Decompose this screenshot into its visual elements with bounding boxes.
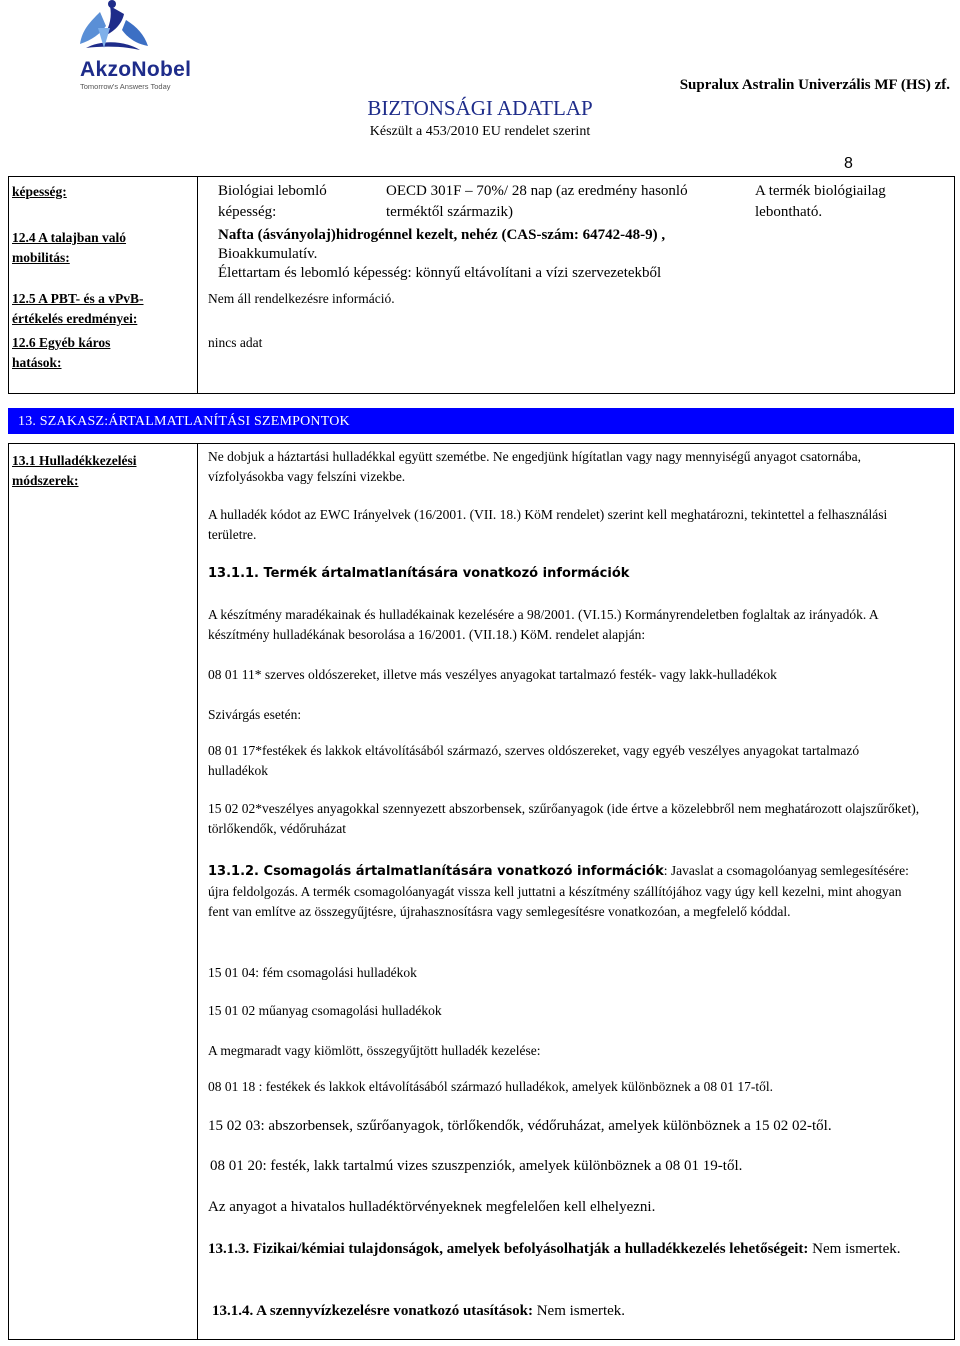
- waste-methods-label: 13.1 Hulladékkezelési módszerek:: [12, 453, 137, 488]
- heading-13-1-2: 13.1.2. Csomagolás ártalmatlanítására vonatkozó információk: [208, 864, 664, 879]
- physchem-value: Nem ismertek.: [808, 1241, 901, 1257]
- row-label-pbt: 12.5 A PBT- és a vPvB-értékelés eredményei:: [12, 291, 144, 326]
- physchem-paragraph: [208, 1238, 920, 1260]
- document-title: BIZTONSÁGI ADATLAP: [367, 96, 593, 120]
- heading-13-1-1: 13.1.1. Termék ártalmatlanítására vonatkozó információk: [208, 566, 630, 581]
- page-number: 8: [844, 155, 853, 172]
- section12-divider: [197, 176, 198, 393]
- heading-13-1-3: 13.1.3. Fizikai/kémiai tulajdonságok, amelyek befolyásolhatják a hulladékkezelés lehetőségeit:: [208, 1241, 809, 1257]
- packaging-text: : Javaslat a csomagolóanyag semlegesítésére: újra feldolgozás. A termék csomagolóanyagát vissza kell juttatni a készítmény szállítójához vagy úgy kell kezelni, mint ahogyan fent van említve az összegyűjtésre, újrahasznosításra vagy semlegesítésre vonatkozóan, a megfelelő kóddal.: [208, 863, 909, 919]
- pbt-value: Nem áll rendelkezésre információ.: [208, 291, 395, 306]
- leak-label: Szivárgás esetén:: [208, 707, 302, 722]
- logo-tagline: Tomorrow's Answers Today: [80, 82, 171, 91]
- waste-code-080117: 08 01 17*festékek és lakkok eltávolításából származó, szerves oldószereket, vagy egyéb veszélyes anyagokat tartalmazó hulladékok: [208, 743, 860, 778]
- section13-divider: [197, 443, 198, 1339]
- oecd-result: OECD 301F – 70%/ 28 nap (az eredmény hasonló terméktől származik): [386, 183, 688, 220]
- section13-title: 13. SZAKASZ:ÁRTALMATLANÍTÁSI SZEMPONTOK: [18, 414, 350, 429]
- spill-handling-label: A megmaradt vagy kiömlött, összegyűjtött hulladék kezelése:: [208, 1043, 541, 1058]
- product-name: Supralux Astralin Univerzális MF (HS) zf.: [679, 77, 950, 93]
- heading-13-1-4: 13.1.4. A szennyvízkezelésre vonatkozó utasítások:: [212, 1303, 533, 1319]
- other-value: nincs adat: [208, 335, 263, 350]
- mobility-line1: Nafta (ásványolaj)hidrogénnel kezelt, nehéz (CAS-szám: 64742-48-9) ,: [218, 227, 666, 243]
- row-label-mobility: 12.4 A talajban való mobilitás:: [12, 230, 127, 265]
- disposal-paragraph-1: Ne dobjuk a háztartási hulladékkal együtt szemétbe. Ne engedjünk hígítatlan vagy nagy mennyiségű anyagot csatornába, vízfolyásokba vagy felszíni vizekbe.: [208, 449, 862, 484]
- waste-code-150104: 15 01 04: fém csomagolási hulladékok: [208, 965, 417, 980]
- waste-code-080118: 08 01 18 : festékek és lakkok eltávolításából származó hulladékok, amelyek különböznek a 08 01 17-től.: [208, 1079, 773, 1094]
- disposal-paragraph-2: A hulladék kódot az EWC Irányelvek (16/2001. (VII. 18.) KöM rendelet) szerint kell meghatározni, tekintettel a felhasználási területre.: [208, 507, 888, 542]
- wastewater-paragraph: [212, 1300, 924, 1322]
- disposal-paragraph-3: A készítmény maradékainak és hulladékainak kezelésére a 98/2001. (VI.15.) Kormányrendeletben foglaltak az irányadók. A készítmény hulladékának besorolása a 16/2001. (VII.18.) KöM. rendelet alapján:: [208, 607, 878, 642]
- waste-code-080120: 08 01 20: festék, lakk tartalmú vizes szuszpenziók, amelyek különböznek a 08 01 19-től.: [210, 1158, 743, 1174]
- mobility-line3: Élettartam és lebomló képesség: könnyű eltávolítani a vízi szervezetekből: [218, 265, 662, 281]
- wastewater-value: Nem ismertek.: [532, 1303, 626, 1319]
- logo-text: AkzoNobel: [80, 58, 192, 81]
- bio-label: Biológiai lebomló képesség:: [218, 183, 327, 220]
- waste-code-080111: 08 01 11* szerves oldószereket, illetve más veszélyes anyagokat tartalmazó festék- vagy lakk-hulladékok: [208, 667, 777, 682]
- waste-code-150102: 15 01 02 műanyag csomagolási hulladékok: [208, 1003, 442, 1018]
- waste-code-150202: 15 02 02*veszélyes anyagokkal szennyezett abszorbensek, szűrőanyagok (ide értve a közelebbről nem meghatározott olajszűrőket), törlőkendők, védőruházat: [208, 801, 920, 836]
- waste-code-150203: 15 02 03: abszorbensek, szűrőanyagok, törlőkendők, védőruházat, amelyek különböznek a 15 02 02-től.: [208, 1118, 832, 1134]
- row-label-kepesseg: képesség:: [12, 184, 67, 199]
- bio-conclusion: A termék biológiailag lebontható.: [755, 183, 886, 220]
- packaging-paragraph: [208, 861, 920, 922]
- row-label-other: 12.6 Egyéb káros hatások:: [12, 335, 111, 370]
- document-subtitle: Készült a 453/2010 EU rendelet szerint: [369, 124, 591, 139]
- official-disposal-note: Az anyagot a hivatalos hulladéktörvényeknek megfelelően kell elhelyezni.: [208, 1199, 656, 1215]
- mobility-line2: Bioakkumulatív.: [218, 246, 318, 262]
